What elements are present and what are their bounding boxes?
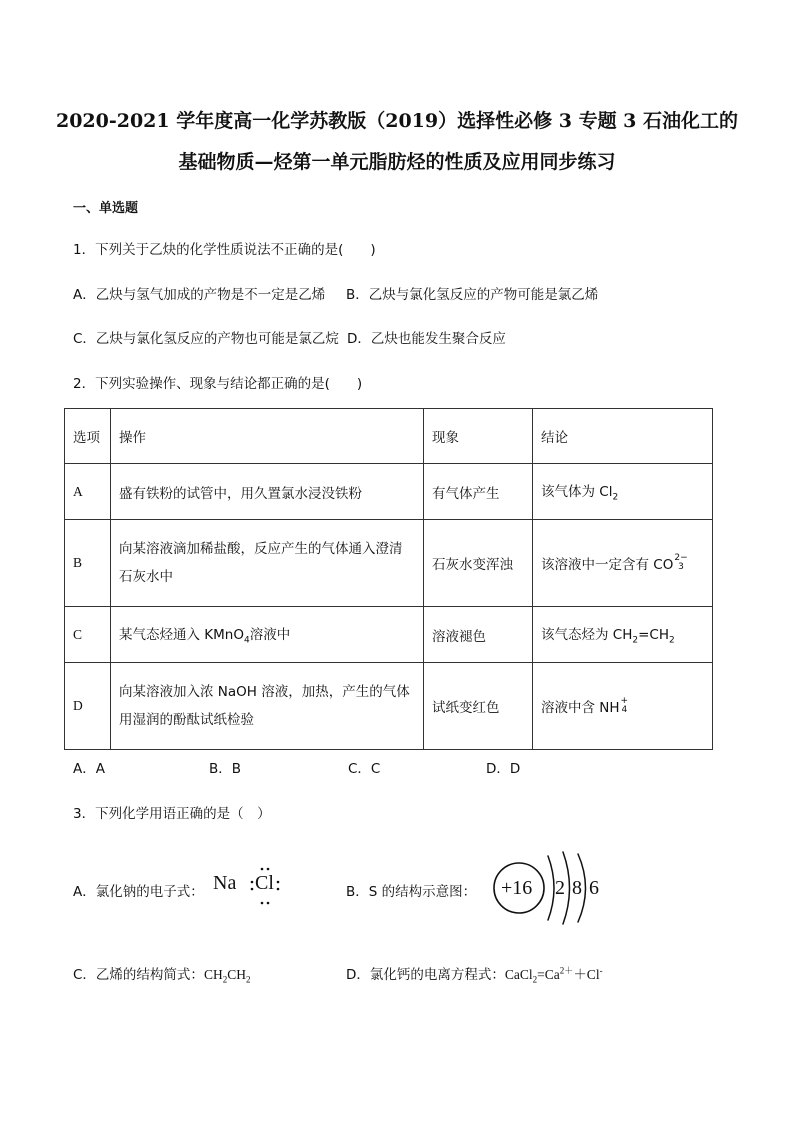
superscript: 2＋ xyxy=(559,965,574,976)
nucleus-charge: +16 xyxy=(501,877,533,899)
sodium-symbol: Na xyxy=(213,872,237,894)
electron-dot xyxy=(267,868,270,871)
q2-answer-c: C．C xyxy=(348,761,381,777)
header-cell: 选项 xyxy=(65,409,111,464)
title-line-2: 基础物质—烃第一单元脂肪烃的性质及应用同步练习 xyxy=(178,151,616,173)
q1-option-d: D．乙炔也能发生聚合反应 xyxy=(347,331,506,347)
conclusion-text: 该气态烃为 CH xyxy=(541,627,633,644)
electron-dots xyxy=(240,864,290,908)
q2-answer-d: D．D xyxy=(486,761,521,777)
table-row xyxy=(65,663,713,750)
electron-dot xyxy=(251,881,254,884)
phenomenon-cell: 石灰水变浑浊 xyxy=(424,520,533,607)
table-row xyxy=(65,520,713,607)
phenomenon-cell: 有气体产生 xyxy=(424,464,533,520)
table-header-row xyxy=(65,409,713,464)
q3-option-c-label: C．乙烯的结构简式： xyxy=(73,967,204,983)
q2-stem: 2．下列实验操作、现象与结论都正确的是( ) xyxy=(73,376,363,392)
table-row xyxy=(65,607,713,663)
subscript: 3 xyxy=(678,561,684,572)
superscript: 2− xyxy=(674,552,688,563)
chlorine-symbol: Cl xyxy=(255,872,274,894)
formula-part: CH xyxy=(203,967,223,982)
shell-electrons-1: 2 xyxy=(555,877,565,899)
conclusion-cell xyxy=(533,520,713,607)
operation-cell: 向某溶液加入浓 NaOH 溶液，加热，产生的气体用湿润的酚酞试纸检验 xyxy=(111,663,424,750)
q3-stem: 3．下列化学用语正确的是（ ） xyxy=(73,806,271,822)
subscript: 2 xyxy=(612,492,619,503)
shell-electrons-2: 8 xyxy=(572,877,582,899)
q1-stem: 1．下列关于乙炔的化学性质说法不正确的是( ) xyxy=(73,242,376,258)
q3-option-a-label: A．氯化钠的电子式： xyxy=(73,884,204,900)
q2-answer-b: B．B xyxy=(209,761,242,777)
option-cell: D xyxy=(65,663,111,750)
q3-option-d xyxy=(346,963,603,985)
operation-text: 某气态烃通入 KMnO xyxy=(119,627,244,644)
conclusion-cell xyxy=(533,607,713,663)
header-cell: 现象 xyxy=(424,409,533,464)
operation-cell: 盛有铁粉的试管中，用久置氯水浸没铁粉 xyxy=(111,464,424,520)
conclusion-text: 该溶液中一定含有 CO xyxy=(541,556,674,573)
header-cell: 操作 xyxy=(111,409,424,464)
title-line-1: 2020-2021 学年度高一化学苏教版（2019）选择性必修 3 专题 3 石油化工的 xyxy=(55,110,739,132)
q1-option-b: B．乙炔与氯化氢反应的产物可能是氯乙烯 xyxy=(346,287,599,303)
section-heading: 一、单选题 xyxy=(73,201,139,216)
formula-part: ＋Cl xyxy=(573,967,600,982)
q3-option-d-label: D．氯化钙的电离方程式： xyxy=(346,967,505,983)
q1-option-a: A．乙炔与氢气加成的产物是不一定是乙烯 xyxy=(73,287,326,303)
conclusion-text-mid: =CH xyxy=(638,627,669,644)
phenomenon-cell: 溶液褪色 xyxy=(424,607,533,663)
superscript: - xyxy=(599,965,603,976)
subscript: 4 xyxy=(621,704,628,715)
conclusion-cell xyxy=(533,464,713,520)
electron-dot xyxy=(261,868,264,871)
option-cell: C xyxy=(65,607,111,663)
subscript: 2 xyxy=(222,974,228,985)
option-cell: A xyxy=(65,464,111,520)
electron-dot xyxy=(277,888,280,891)
q3-option-c xyxy=(73,963,250,985)
electron-dot xyxy=(267,902,270,905)
shell-electrons-3: 6 xyxy=(589,877,599,899)
electron-dot xyxy=(277,881,280,884)
formula-part: CH xyxy=(227,967,246,982)
operation-text-end: 溶液中 xyxy=(249,627,291,644)
q2-table xyxy=(64,408,713,750)
subscript: 2 xyxy=(632,635,639,646)
q1-option-c: C．乙炔与氯化氢反应的产物也可能是氯乙烷 xyxy=(73,331,339,347)
ethylene-formula xyxy=(203,967,251,985)
q3-option-b-label: B．S 的结构示意图： xyxy=(346,884,477,900)
conclusion-cell xyxy=(533,663,713,750)
operation-cell: 向某溶液滴加稀盐酸，反应产生的气体通入澄清石灰水中 xyxy=(111,520,424,607)
superscript: + xyxy=(620,695,629,706)
formula-part: =Ca xyxy=(537,967,560,982)
subscript: 2 xyxy=(532,974,538,985)
conclusion-text: 溶液中含 NH xyxy=(541,699,620,716)
electron-dot xyxy=(261,902,264,905)
electron-dot xyxy=(251,888,254,891)
header-cell: 结论 xyxy=(533,409,713,464)
electron-shell-arc xyxy=(548,856,554,920)
subscript: 2 xyxy=(245,974,251,985)
table-row xyxy=(65,464,713,520)
ionization-equation xyxy=(504,965,603,985)
phenomenon-cell: 试纸变红色 xyxy=(424,663,533,750)
ion-charge xyxy=(674,554,687,572)
option-cell: B xyxy=(65,520,111,607)
ion-charge xyxy=(621,697,629,715)
q2-answer-a: A．A xyxy=(73,761,105,777)
subscript: 2 xyxy=(669,635,675,646)
subscript: 4 xyxy=(243,635,250,646)
operation-cell xyxy=(111,607,424,663)
conclusion-text: 该气体为 Cl xyxy=(541,484,613,501)
formula-part: CaCl xyxy=(504,967,533,982)
